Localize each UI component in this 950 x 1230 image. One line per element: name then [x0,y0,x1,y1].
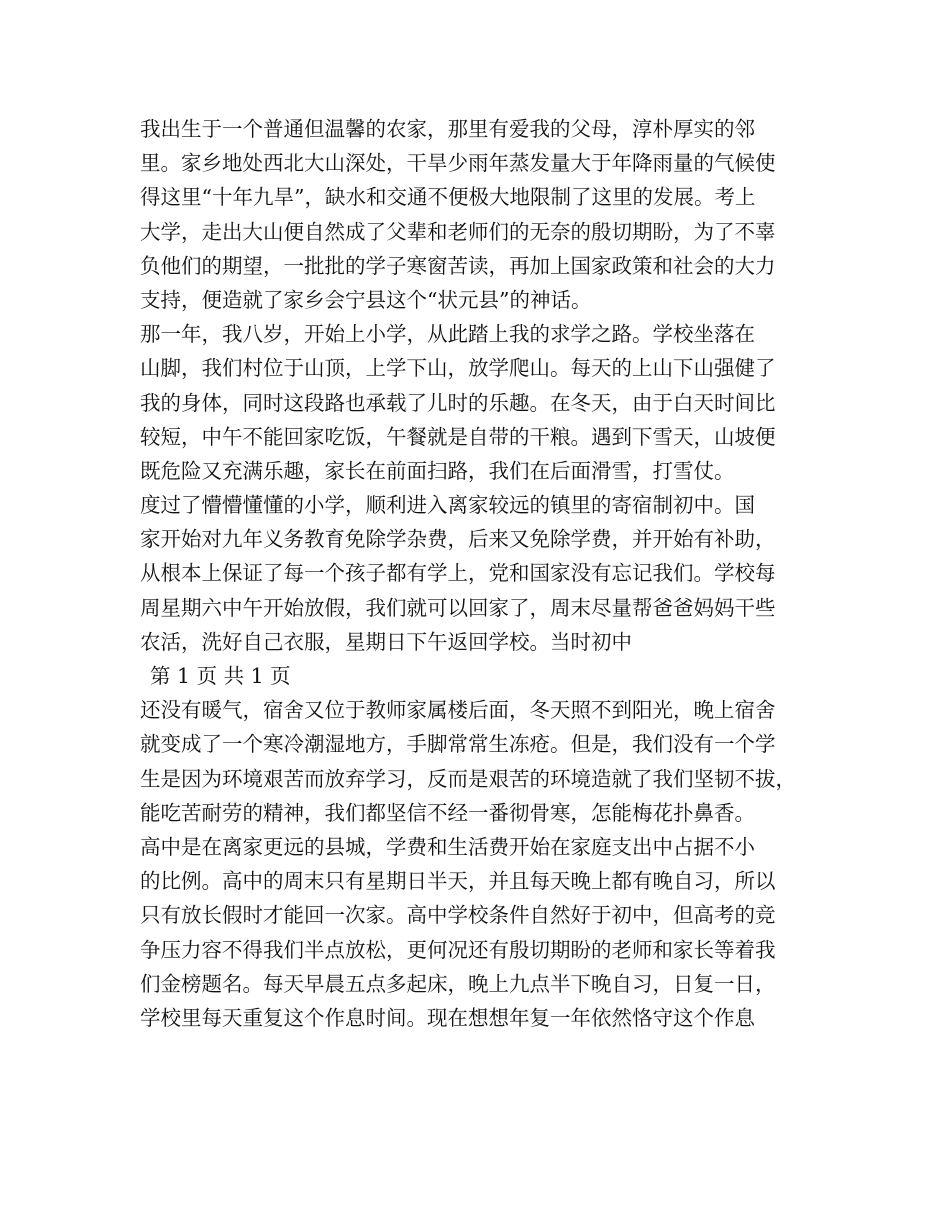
paragraph-1-line-5: 负他们的期望，一批批的学子寒窗苦读，再加上国家政策和社会的大力 [140,253,776,278]
paragraph-1-line-6: 支持，便造就了家乡会宁县这个“状元县”的神话。 [140,287,592,312]
paragraph-3-line-4: 周星期六中午开始放假，我们就可以回家了，周末尽量帮爸爸妈妈干些 [140,595,776,620]
paragraph-4-line-5: 们金榜题名。每天早晨五点多起床，晚上九点半下晚自习，日复一日， [140,971,776,996]
paragraph-4-line-2: 的比例。高中的周末只有星期日半天，并且每天晚上都有晚自习，所以 [140,869,776,894]
paragraph-2-line-1: 那一年，我八岁，开始上小学，从此踏上我的求学之路。学校坐落在 [140,322,755,347]
paragraph-2-line-4: 较短，中午不能回家吃饭，午餐就是自带的干粮。遇到下雪天，山坡便 [140,424,776,449]
paragraph-2-line-5: 既危险又充满乐趣，家长在前面扫路，我们在后面滑雪，打雪仗。 [140,458,735,483]
paragraph-2-line-3: 我的身体，同时这段路也承载了儿时的乐趣。在冬天，由于白天时间比 [140,390,776,415]
paragraph-1-line-3: 得这里“十年九旱”，缺水和交通不便极大地限制了这里的发展。考上 [140,185,756,210]
paragraph-3-line-6: 还没有暖气，宿舍又位于教师家属楼后面，冬天照不到阳光，晚上宿舍 [140,698,776,723]
paragraph-4-line-6: 学校里每天重复这个作息时间。现在想想年复一年依然恪守这个作息 [140,1005,755,1030]
paragraph-3-line-7: 就变成了一个寒冷潮湿地方，手脚常常生冻疮。但是，我们没有一个学 [140,732,776,757]
paragraph-4-line-3: 只有放长假时才能回一次家。高中学校条件自然好于初中，但高考的竞 [140,903,776,928]
paragraph-3-line-8: 生是因为环境艰苦而放弃学习，反而是艰苦的环境造就了我们坚韧不拔， [140,766,796,791]
paragraph-4-line-1: 高中是在离家更远的县城，学费和生活费开始在家庭支出中占据不小 [140,834,755,859]
paragraph-2-line-2: 山脚，我们村位于山顶，上学下山，放学爬山。每天的上山下山强健了 [140,356,776,381]
paragraph-3-line-2: 家开始对九年义务教育免除学杂费，后来又免除学费，并开始有补助， [140,527,776,552]
paragraph-3-line-1: 度过了懵懵懂懂的小学，顺利进入离家较远的镇里的寄宿制初中。国 [140,493,755,518]
document-body [140,112,830,1035]
paragraph-1-line-2: 里。家乡地处西北大山深处，干旱少雨年蒸发量大于年降雨量的气候使 [140,151,776,176]
paragraph-3-line-9: 能吃苦耐劳的精神，我们都坚信不经一番彻骨寒，怎能梅花扑鼻香。 [140,800,755,825]
paragraph-1-line-1: 我出生于一个普通但温馨的农家，那里有爱我的父母，淳朴厚实的邻 [140,117,755,141]
page-footer: 第 1 页 共 1 页 [150,664,291,688]
paragraph-4-line-4: 争压力容不得我们半点放松，更何况还有殷切期盼的老师和家长等着我 [140,937,776,962]
paragraph-3-line-3: 从根本上保证了每一个孩子都有学上，党和国家没有忘记我们。学校每 [140,561,776,586]
paragraph-3-line-5: 农活，洗好自己衣服，星期日下午返回学校。当时初中 [140,629,632,654]
paragraph-1-line-4: 大学，走出大山便自然成了父辈和老师们的无奈的殷切期盼，为了不辜 [140,219,776,244]
